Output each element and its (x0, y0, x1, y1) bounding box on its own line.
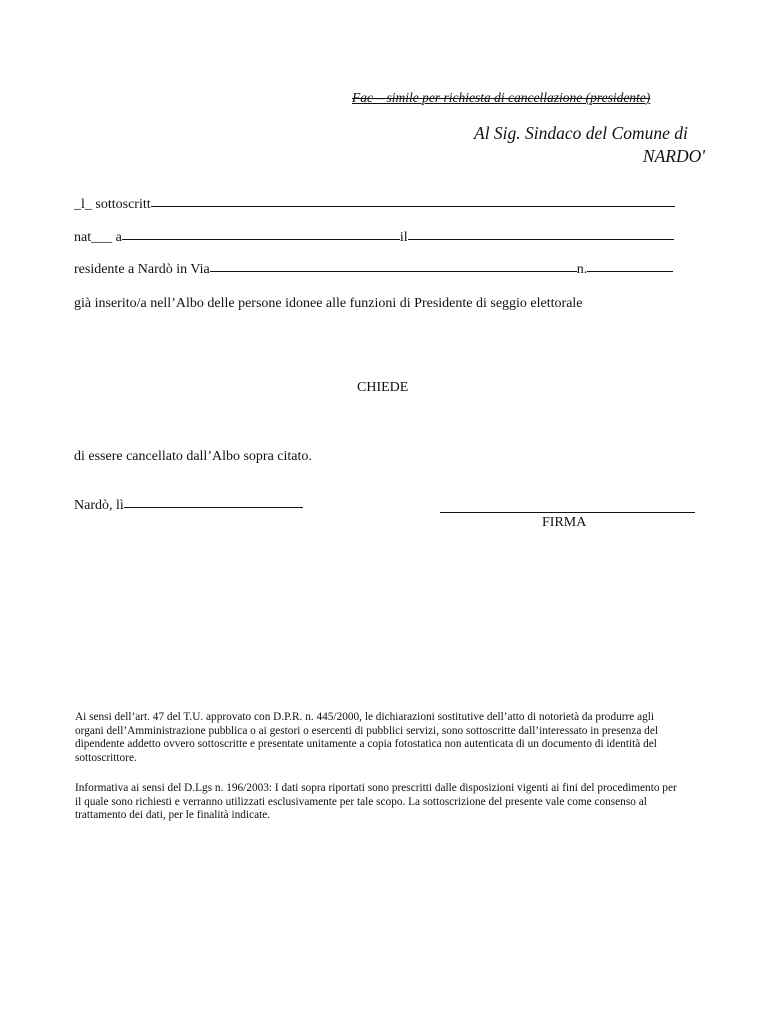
street-number-label: n. (576, 262, 588, 277)
birth-date-label: il (399, 230, 408, 245)
addressee-line-1: Al Sig. Sindaco del Comune di (474, 123, 688, 143)
place-date-label: Nardò, lì (74, 498, 124, 513)
born-label: nat___ a (74, 230, 122, 245)
residence-label: residente a Nardò in Via (74, 262, 210, 277)
form-title: Fac – simile per richiesta di cancellazione (presidente) (352, 90, 651, 105)
residence-row (74, 262, 673, 278)
birth-date-field[interactable] (408, 238, 674, 240)
legal-notice: Ai sensi dell’art. 47 del T.U. approvato con D.P.R. n. 445/2000, le dichiarazioni sostitutive dell’atto di notorietà da produrre agli organi dell’Amministrazione pubblica o ai gestori o esercenti di pubblici servizi, sono sottoscritte dall’interessato in presenza del dipendente addetto ovvero sottoscritte e presentate unitamente a copia fotostatica non autenticata di un documento di identità del sottoscrittore. (75, 711, 658, 764)
birth-row (74, 230, 674, 246)
signature-line[interactable] (440, 512, 695, 513)
addressee-line-2: NARDO' (642, 146, 705, 166)
subscriber-name-field[interactable] (151, 205, 675, 207)
registered-statement: già inserito/a nell’Albo delle persone idonee alle funzioni di Presidente di seggio elettorale (74, 296, 583, 311)
subscriber-row (74, 197, 675, 213)
street-field[interactable] (210, 270, 577, 272)
request-text: di essere cancellato dall’Albo sopra citato. (74, 449, 312, 464)
request-heading: CHIEDE (357, 380, 409, 395)
privacy-notice: Informativa ai sensi del D.Lgs n. 196/2003: I dati sopra riportati sono prescritti dalle disposizioni vigenti ai fini del procedimento per il quale sono richiesti e verranno utilizzati esclusivamente per tale scopo. La sottoscrizione del presente vale come consenso al trattamento dei dati, per le finalità indicate. (75, 782, 677, 822)
street-number-field[interactable] (587, 270, 673, 272)
birthplace-field[interactable] (122, 238, 400, 240)
subscriber-label: _l_ sottoscritt (74, 197, 151, 212)
place-date-row (74, 498, 303, 514)
date-field[interactable] (124, 506, 303, 508)
signature-label: FIRMA (542, 515, 587, 530)
